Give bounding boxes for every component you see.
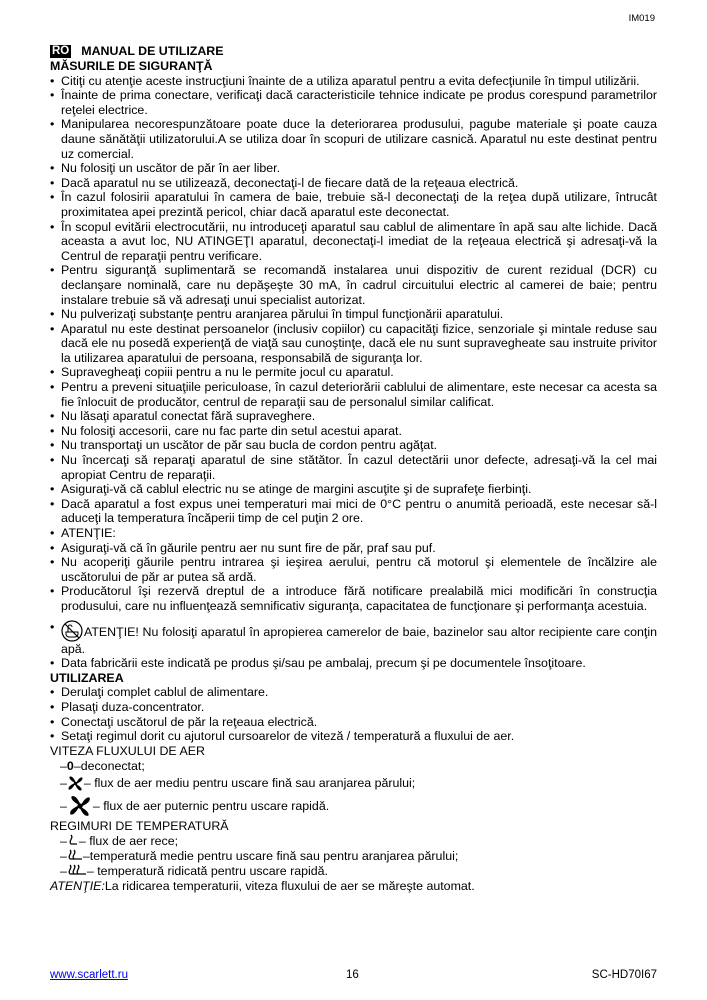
airflow-high-label: – flux de aer puternic pentru uscare rapidă. [92,799,330,814]
list-item: • Asiguraţi-vă că în găurile pentru aer nu sunt fire de păr, praf sau puf. [50,541,657,556]
list-item: • Nu transportaţi un uscător de păr sau bucla de cordon pentru agăţat. [50,438,657,453]
list-item: • Nu pulverizaţi substanţe pentru aranjarea părului în timpul funcţionării aparatului. [50,307,657,322]
no-bath-icon [61,620,83,642]
dash: – [60,758,67,773]
list-item: • Plasaţi duza-concentrator. [50,700,657,715]
heat-low-icon [67,834,79,848]
bath-warning-item [50,620,657,657]
dash: – [60,834,67,849]
list-item: • În cazul folosirii aparatului în camera de baie, trebuie să-l deconectaţi de la reţea după utilizare, întrucât proximitatea apei prezintă pericol, chiar dacă aparatul este deconectat. [50,190,657,219]
page-footer [50,968,657,982]
off-symbol: 0 [66,758,74,773]
heat-high-icon [67,864,87,878]
airflow-off-line [50,758,657,773]
usage-list [50,685,657,743]
dash: – [60,776,67,791]
list-item: • Derulaţi complet cablul de alimentare. [50,685,657,700]
list-item: • Supravegheaţi copiii pentru a nu le permite jocul cu aparatul. [50,365,657,380]
list-item: • Setaţi regimul dorit cu ajutorul cursoarelor de viteză / temperatură a fluxului de aer. [50,729,657,744]
dash: – [60,864,67,879]
usage-heading: UTILIZAREA [50,670,124,685]
safety-list [50,74,657,671]
list-item: • Nu încercaţi să reparaţi aparatul de sine stătător. În cazul detectării unor defecte, adresaţi-vă la cel mai apropiat Centru de reparaţii. [50,453,657,482]
list-item: • Dacă aparatul a fost expus unei temperaturi mai mici de 0°C pentru o anumită perioadă, este necesar să-l aduceţi la temperatura încăperii timp de cel puţin 2 ore. [50,497,657,526]
temp-medium-label: –temperatură medie pentru uscare fină sau pentru aranjarea părului; [82,849,459,864]
dash: – [60,849,67,864]
manual-title: MANUAL DE UTILIZARE [81,44,224,59]
list-item: • Nu lăsaţi aparatul conectat fără supraveghere. [50,409,657,424]
heat-medium-icon [67,849,83,863]
airflow-high-line [50,793,657,819]
temp-high-line [50,864,657,879]
list-item: • Dacă aparatul nu se utilizează, deconectaţi-l de fiecare dată de la reţeaua electrică. [50,176,657,191]
bath-warning-text: ATENŢIE! Nu folosiţi aparatul în apropierea camerelor de baie, bazinelor sau altor recipiente care conţin apă. [61,624,657,656]
temp-high-label: – temperatură ridicată pentru uscare rapidă. [86,864,328,879]
list-item: • Nu folosiţi un uscător de păr în aer liber. [50,161,657,176]
temp-cold-line [50,834,657,849]
list-item: • Manipularea necorespunzătoare poate duce la deteriorarea produsului, pagube materiale şi poate cauza daune sănătăţii utilizatorului.A se utiliza doar în scopuri de utilizare casnică. Aparatul nu este destinat pentru uz comercial. [50,117,657,161]
document-id: IM019 [628,13,655,24]
list-item: • În scopul evitării electrocutării, nu introduceţi aparatul sau cablul de alimentare în apă sau alte lichide. Dacă aceasta a avut loc, NU ATINGEŢI aparatul, deconectaţi-l imediat de la reţeaua electrică şi adresaţi-vă la Centrul de reparaţii pentru verificare. [50,220,657,264]
final-note-label: ATENŢIE: [50,878,105,893]
list-item: • Producătorul îşi rezervă dreptul de a introduce fără notificare prealabilă mici modificări în construcţia produsului, care nu influenţează semnificativ siguranţa, capacitatea de funcţionare şi performanţa acestuia. [50,584,657,613]
website-link[interactable]: www.scarlett.ru [50,969,128,981]
list-item: • Conectaţi uscătorul de păr la reţeaua electrică. [50,715,657,730]
safety-heading: MĂSURILE DE SIGURANŢĂ [50,59,213,73]
page-number: 16 [346,969,359,981]
language-badge: RO [52,45,70,57]
fan-high-icon [67,794,93,818]
list-item: • Pentru siguranţă suplimentară se recomandă instalarea unui dispozitiv de curent rezidual (DCR) cu declanşare nominală, care nu depăşeşte 30 mA, în cadrul circuitului electric al camerei de baie; pentru instalare trebuie să vă adresaţi unui specialist autorizat. [50,263,657,307]
airflow-heading: VITEZA FLUXULUI DE AER [50,743,205,758]
airflow-medium-line [50,773,657,793]
list-item: • Asiguraţi-vă că cablul electric nu se atinge de margini ascuţite şi de suprafeţe fierbinţi. [50,482,657,497]
list-item: • Aparatul nu este destinat persoanelor (inclusiv copiilor) cu capacităţi fizice, senzoriale şi mintale reduse sau dacă ele nu posedă experienţă de viaţă sau cunoştinţe, dacă ele nu sunt supravegheate sau instruite privitor la utilizarea aparatului de persoana, responsabilă de siguranţa lor. [50,322,657,366]
list-item: • Nu acoperiţi găurile pentru intrarea şi ieşirea aerului, pentru că motorul şi elementele de încălzire ale uscătorului de păr ar putea să ardă. [50,555,657,584]
list-item: • Nu folosiţi accesorii, care nu fac parte din setul acestui aparat. [50,424,657,439]
fan-medium-icon [67,775,84,792]
airflow-medium-label: – flux de aer mediu pentru uscare fină sau aranjarea părului; [83,776,416,791]
manual-content [50,44,657,894]
dash: – [60,799,67,814]
list-item: • Înainte de prima conectare, verificaţi dacă caracteristicile tehnice indicate pe produs corespund parametrilor reţelei electrice. [50,88,657,117]
temperature-heading: REGIMURI DE TEMPERATURĂ [50,819,229,834]
airflow-off-label: –deconectat; [73,758,145,773]
model-number: SC-HD70I67 [591,969,657,981]
temp-medium-line [50,849,657,864]
list-item: • ATENŢIE: [50,526,657,541]
title-row [50,44,657,59]
temp-cold-label: – flux de aer rece; [78,834,179,849]
final-note [50,879,657,894]
final-note-text: La ridicarea temperaturii, viteza fluxului de aer se măreşte automat. [104,878,475,893]
list-item: • Data fabricării este indicată pe produs şi/sau pe ambalaj, precum şi pe documentele însoţitoare. [50,656,657,671]
list-item: • Pentru a preveni situaţiile periculoase, în cazul deteriorării cablului de alimentare, este necesar ca acesta sa fie înlocuit de producător, centrul de reparaţii sau de personalul similar calificat. [50,380,657,409]
list-item: • Citiţi cu atenţie aceste instrucţiuni înainte de a utiliza aparatul pentru a evita defecţiunile în timpul utilizării. [50,74,657,89]
